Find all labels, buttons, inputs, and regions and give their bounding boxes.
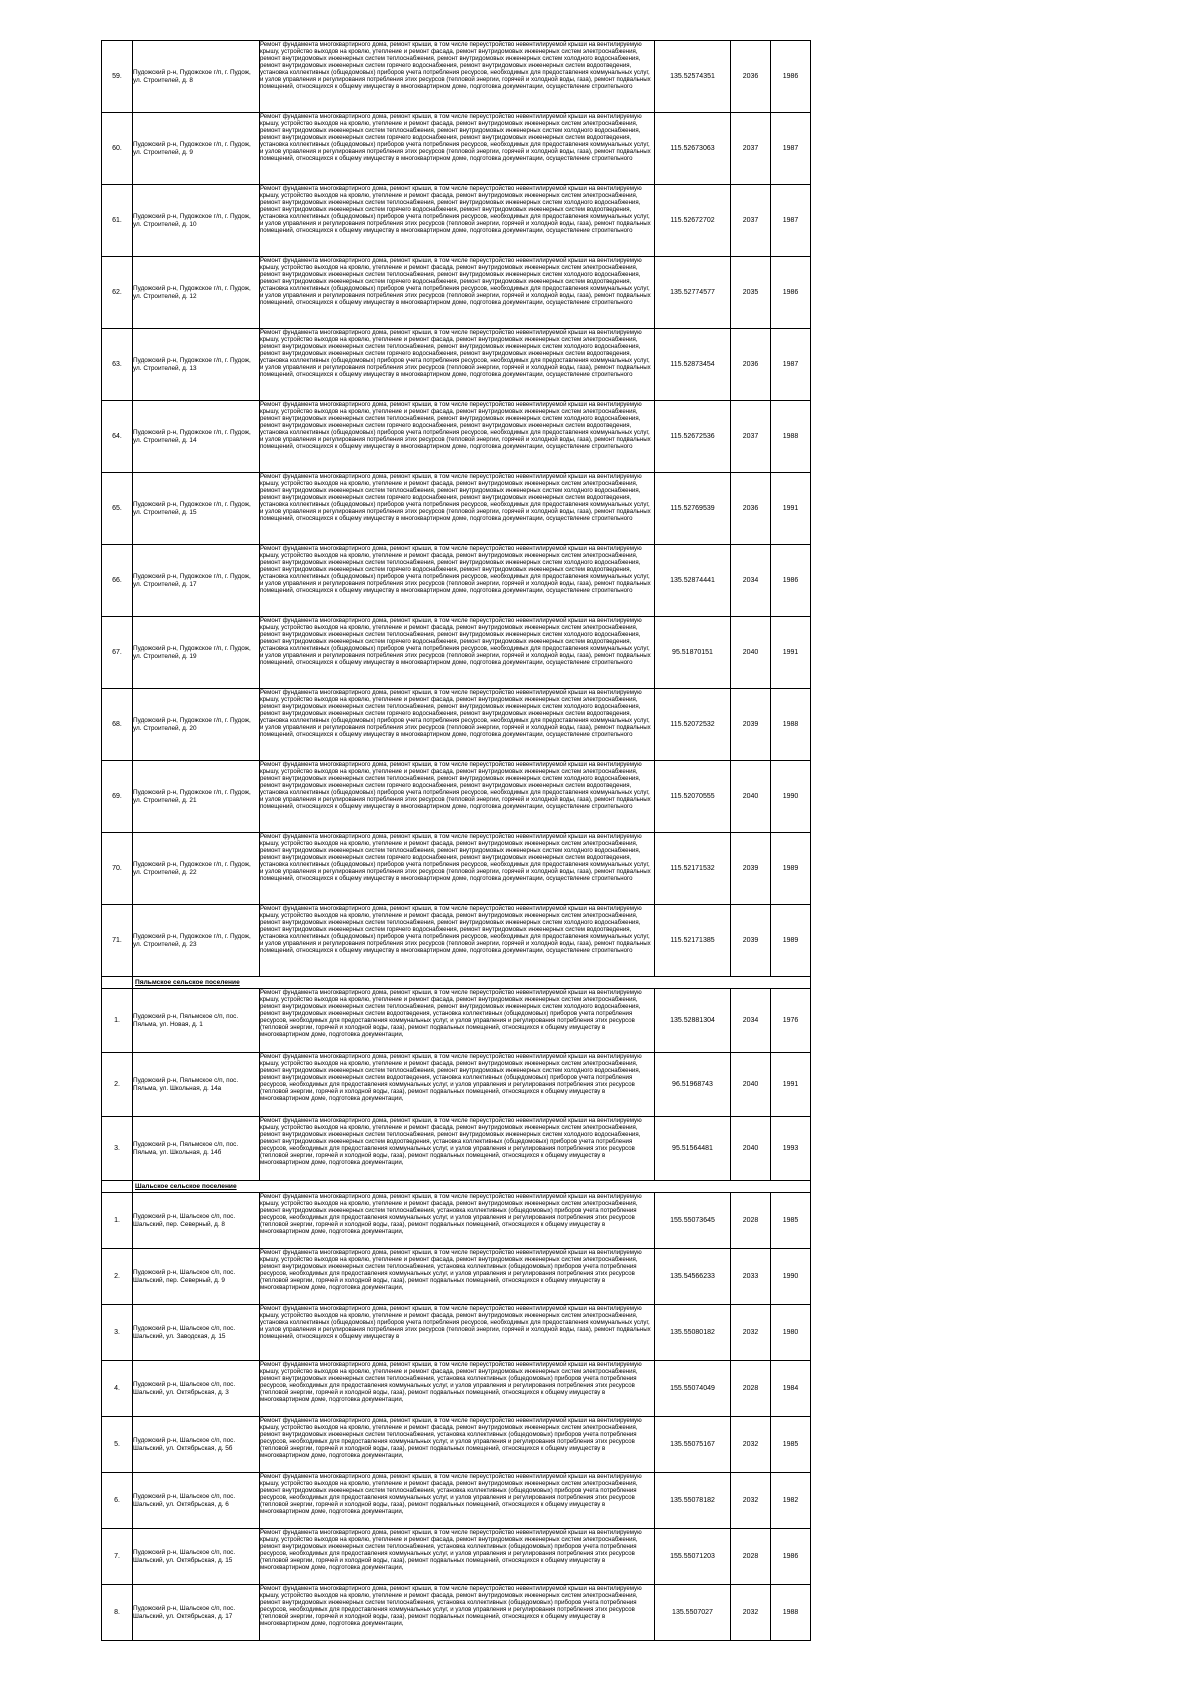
cost-cell: 115.52673063 [655,113,731,185]
row-number: 69. [102,761,133,833]
built-year-cell: 1989 [771,905,811,977]
table-row [102,1249,811,1305]
planned-year-cell: 2040 [731,1053,771,1117]
works-cell [260,1585,655,1641]
row-number: 3. [102,1117,133,1181]
cost-cell: 135.5507027 [655,1585,731,1641]
table-row [102,1193,811,1249]
row-number: 63. [102,329,133,401]
planned-year-cell: 2033 [731,1249,771,1305]
works-text: Ремонт фундамента многоквартирного дома, ремонт крыши, в том числе переустройство невентилируемой крыши на вентилируемую крышу, устройство выходов на кровлю, утепление и ремонт фасада, ремонт внутридомовых инженерных систем электроснабжения, ремонт внутридомовых инженерных систем теплоснабжения, ремонт внутридомовых инженерных систем холодного водоснабжения, ремонт внутридомовых инженерных систем горячего водоснабжения, ремонт внутридомовых инженерных систем водоотведения, установка коллективных (общедомовых) приборов учета потребления ресурсов, необходимых для предоставления коммунальных услуг, и узлов управления и регулирования потребления этих ресурсов (тепловой энергии, горячей и холодной воды, газа), ремонт подвальных помещений, относящихся к общему имуществу в многоквартирном доме, подготовка документации, осуществление строительного [260,905,651,955]
works-text: Ремонт фундамента многоквартирного дома, ремонт крыши, в том числе переустройство невентилируемой крыши на вентилируемую крышу, устройство выходов на кровлю, утепление и ремонт фасада, ремонт внутридомовых инженерных систем электроснабжения, ремонт внутридомовых инженерных систем теплоснабжения, ремонт внутридомовых инженерных систем холодного водоснабжения, ремонт внутридомовых инженерных систем горячего водоснабжения, ремонт внутридомовых инженерных систем водоотведения, установка коллективных (общедомовых) приборов учета потребления ресурсов, необходимых для предоставления коммунальных услуг, и узлов управления и регулирования потребления этих ресурсов (тепловой энергии, горячей и холодной воды, газа), ремонт подвальных помещений, относящихся к общему имуществу в многоквартирном доме, подготовка документации, осуществление строительного [260,185,651,235]
planned-year-cell: 2039 [731,905,771,977]
address-cell: Пудожский р-н, Шальское с/п, пос. Шальский, ул. Октябрьская, д. 3 [133,1361,260,1417]
cost-cell: 96.51968743 [655,1053,731,1117]
address-cell: Пудожский р-н, Пудожское г/п, г. Пудож, ул. Строителей, д. 13 [133,329,260,401]
cost-cell: 155.55071203 [655,1529,731,1585]
row-number: 64. [102,401,133,473]
built-year-cell: 1991 [771,617,811,689]
planned-year-cell: 2028 [731,1529,771,1585]
cost-cell: 135.52874441 [655,545,731,617]
cost-cell: 135.52574351 [655,41,731,113]
works-cell [260,113,655,185]
table-row [102,1417,811,1473]
planned-year-cell: 2035 [731,257,771,329]
built-year-cell: 1986 [771,257,811,329]
table-row [102,833,811,905]
works-cell [260,1417,655,1473]
works-cell [260,689,655,761]
cost-cell: 135.52881304 [655,989,731,1053]
works-text: Ремонт фундамента многоквартирного дома, ремонт крыши, в том числе переустройство невентилируемой крыши на вентилируемую крышу, устройство выходов на кровлю, утепление и ремонт фасада, ремонт внутридомовых инженерных систем электроснабжения, ремонт внутридомовых инженерных систем теплоснабжения, ремонт внутридомовых инженерных систем холодного водоснабжения, ремонт внутридомовых инженерных систем горячего водоснабжения, ремонт внутридомовых инженерных систем водоотведения, установка коллективных (общедомовых) приборов учета потребления ресурсов, необходимых для предоставления коммунальных услуг, и узлов управления и регулирования потребления этих ресурсов (тепловой энергии, горячей и холодной воды, газа), ремонт подвальных помещений, относящихся к общему имуществу в многоквартирном доме, подготовка документации, осуществление строительного [260,545,651,595]
row-number: 5. [102,1417,133,1473]
document-page [101,40,810,1641]
address-cell: Пудожский р-н, Шальское с/п, пос. Шальский, ул. Заводская, д. 15 [133,1305,260,1361]
works-cell [260,1249,655,1305]
section-name: Пяльмское сельское поселение [133,977,811,989]
row-number: 70. [102,833,133,905]
address-cell: Пудожский р-н, Пудожское г/п, г. Пудож, ул. Строителей, д. 17 [133,545,260,617]
table-row [102,41,811,113]
works-text: Ремонт фундамента многоквартирного дома, ремонт крыши, в том числе переустройство невентилируемой крыши на вентилируемую крышу, устройство выходов на кровлю, утепление и ремонт фасада, ремонт внутридомовых инженерных систем электроснабжения, ремонт внутридомовых инженерных систем теплоснабжения, ремонт внутридомовых инженерных систем холодного водоснабжения, ремонт внутридомовых инженерных систем горячего водоснабжения, ремонт внутридомовых инженерных систем водоотведения, установка коллективных (общедомовых) приборов учета потребления ресурсов, необходимых для предоставления коммунальных услуг, и узлов управления и регулирования потребления этих ресурсов (тепловой энергии, горячей и холодной воды, газа), ремонт подвальных помещений, относящихся к общему имуществу в многоквартирном доме, подготовка документации, осуществление строительного [260,113,651,163]
table-row [102,1529,811,1585]
works-cell [260,329,655,401]
row-number: 71. [102,905,133,977]
planned-year-cell: 2028 [731,1361,771,1417]
address-cell: Пудожский р-н, Пудожское г/п, г. Пудож, ул. Строителей, д. 21 [133,761,260,833]
works-text: Ремонт фундамента многоквартирного дома, ремонт крыши, в том числе переустройство невентилируемой крыши на вентилируемую крышу, устройство выходов на кровлю, утепление и ремонт фасада, ремонт внутридомовых инженерных систем электроснабжения, ремонт внутридомовых инженерных систем теплоснабжения, ремонт внутридомовых инженерных систем холодного водоснабжения, ремонт внутридомовых инженерных систем горячего водоснабжения, ремонт внутридомовых инженерных систем водоотведения, установка коллективных (общедомовых) приборов учета потребления ресурсов, необходимых для предоставления коммунальных услуг, и узлов управления и регулирования потребления этих ресурсов (тепловой энергии, горячей и холодной воды, газа), ремонт подвальных помещений, относящихся к общему имуществу в многоквартирном доме, подготовка документации, осуществление строительного [260,473,651,523]
table-row [102,1473,811,1529]
address-cell: Пудожский р-н, Шальское с/п, пос. Шальский, ул. Октябрьская, д. 15 [133,1529,260,1585]
row-number: 59. [102,41,133,113]
row-number: 60. [102,113,133,185]
section-spacer-cell [102,1181,133,1193]
table-row [102,1305,811,1361]
works-text: Ремонт фундамента многоквартирного дома, ремонт крыши, в том числе переустройство невентилируемой крыши на вентилируемую крышу, устройство выходов на кровлю, утепление и ремонт фасада, ремонт внутридомовых инженерных систем электроснабжения, ремонт внутридомовых инженерных систем теплоснабжения, установка коллективных (общедомовых) приборов учета потребления ресурсов, необходимых для предоставления коммунальных услуг, и узлов управления и регулирования потребления этих ресурсов (тепловой энергии, горячей и холодной воды, газа), ремонт подвальных помещений, относящихся к общему имуществу в многоквартирном доме, подготовка документации, [260,1529,642,1572]
built-year-cell: 1986 [771,41,811,113]
row-number: 66. [102,545,133,617]
capital-repair-table [101,40,811,1641]
built-year-cell: 1989 [771,833,811,905]
planned-year-cell: 2036 [731,329,771,401]
address-cell: Пудожский р-н, Пудожское г/п, г. Пудож, ул. Строителей, д. 23 [133,905,260,977]
table-row [102,185,811,257]
works-text: Ремонт фундамента многоквартирного дома, ремонт крыши, в том числе переустройство невентилируемой крыши на вентилируемую крышу, устройство выходов на кровлю, утепление и ремонт фасада, ремонт внутридомовых инженерных систем электроснабжения, ремонт внутридомовых инженерных систем теплоснабжения, установка коллективных (общедомовых) приборов учета потребления ресурсов, необходимых для предоставления коммунальных услуг, и узлов управления и регулирования потребления этих ресурсов (тепловой энергии, горячей и холодной воды, газа), ремонт подвальных помещений, относящихся к общему имуществу в многоквартирном доме, подготовка документации, [260,1473,642,1516]
planned-year-cell: 2037 [731,185,771,257]
planned-year-cell: 2040 [731,1117,771,1181]
address-cell: Пудожский р-н, Пудожское г/п, г. Пудож, ул. Строителей, д. 10 [133,185,260,257]
address-cell: Пудожский р-н, Пудожское г/п, г. Пудож, ул. Строителей, д. 19 [133,617,260,689]
works-cell [260,473,655,545]
cost-cell: 115.52873454 [655,329,731,401]
planned-year-cell: 2032 [731,1585,771,1641]
planned-year-cell: 2036 [731,41,771,113]
address-cell: Пудожский р-н, Пудожское г/п, г. Пудож, ул. Строителей, д. 22 [133,833,260,905]
cost-cell: 115.52171385 [655,905,731,977]
cost-cell: 115.52070555 [655,761,731,833]
works-text: Ремонт фундамента многоквартирного дома, ремонт крыши, в том числе переустройство невентилируемой крыши на вентилируемую крышу, устройство выходов на кровлю, утепление и ремонт фасада, ремонт внутридомовых инженерных систем электроснабжения, ремонт внутридомовых инженерных систем теплоснабжения, ремонт внутридомовых инженерных систем холодного водоснабжения, ремонт внутридомовых инженерных систем горячего водоснабжения, ремонт внутридомовых инженерных систем водоотведения, установка коллективных (общедомовых) приборов учета потребления ресурсов, необходимых для предоставления коммунальных услуг, и узлов управления и регулирования потребления этих ресурсов (тепловой энергии, горячей и холодной воды, газа), ремонт подвальных помещений, относящихся к общему имуществу в многоквартирном доме, подготовка документации, осуществление строительного [260,617,651,667]
table-row [102,989,811,1053]
address-cell: Пудожский р-н, Шальское с/п, пос. Шальский, пер. Северный, д. 9 [133,1249,260,1305]
section-header-row [102,977,811,989]
planned-year-cell: 2037 [731,113,771,185]
planned-year-cell: 2040 [731,761,771,833]
address-cell: Пудожский р-н, Пяльмское с/п, пос. Пяльма, ул. Школьная, д. 14а [133,1053,260,1117]
table-row [102,905,811,977]
row-number: 3. [102,1305,133,1361]
row-number: 4. [102,1361,133,1417]
works-cell [260,989,655,1053]
planned-year-cell: 2028 [731,1193,771,1249]
cost-cell: 115.52769539 [655,473,731,545]
address-cell: Пудожский р-н, Шальское с/п, пос. Шальский, пер. Северный, д. 8 [133,1193,260,1249]
works-text: Ремонт фундамента многоквартирного дома, ремонт крыши, в том числе переустройство невентилируемой крыши на вентилируемую крышу, устройство выходов на кровлю, утепление и ремонт фасада, ремонт внутридомовых инженерных систем электроснабжения, установка коллективных (общедомовых) приборов учета потребления ресурсов, необходимых для предоставления коммунальных услуг, и узлов управления и регулирования потребления этих ресурсов (тепловой энергии, горячей и холодной воды, газа), ремонт подвальных помещений, относящихся к общему имуществу в [260,1305,651,1341]
table-row [102,473,811,545]
works-cell [260,617,655,689]
built-year-cell: 1988 [771,1585,811,1641]
built-year-cell: 1988 [771,689,811,761]
cost-cell: 115.52171532 [655,833,731,905]
cost-cell: 135.54566233 [655,1249,731,1305]
address-cell: Пудожский р-н, Пудожское г/п, г. Пудож, ул. Строителей, д. 14 [133,401,260,473]
cost-cell: 135.55075167 [655,1417,731,1473]
built-year-cell: 1990 [771,1249,811,1305]
built-year-cell: 1987 [771,185,811,257]
address-cell: Пудожский р-н, Шальское с/п, пос. Шальский, ул. Октябрьская, д. 5б [133,1417,260,1473]
built-year-cell: 1991 [771,473,811,545]
works-cell [260,1529,655,1585]
planned-year-cell: 2039 [731,833,771,905]
built-year-cell: 1980 [771,1305,811,1361]
works-cell [260,833,655,905]
works-text: Ремонт фундамента многоквартирного дома, ремонт крыши, в том числе переустройство невентилируемой крыши на вентилируемую крышу, устройство выходов на кровлю, утепление и ремонт фасада, ремонт внутридомовых инженерных систем электроснабжения, ремонт внутридомовых инженерных систем теплоснабжения, установка коллективных (общедомовых) приборов учета потребления ресурсов, необходимых для предоставления коммунальных услуг, и узлов управления и регулирования потребления этих ресурсов (тепловой энергии, горячей и холодной воды, газа), ремонт подвальных помещений, относящихся к общему имуществу в многоквартирном доме, подготовка документации, [260,1249,642,1292]
works-cell [260,1053,655,1117]
row-number: 2. [102,1053,133,1117]
table-row [102,761,811,833]
works-cell [260,905,655,977]
address-cell: Пудожский р-н, Пудожское г/п, г. Пудож, ул. Строителей, д. 15 [133,473,260,545]
section-name: Шальское сельское поселение [133,1181,811,1193]
works-text: Ремонт фундамента многоквартирного дома, ремонт крыши, в том числе переустройство невентилируемой крыши на вентилируемую крышу, устройство выходов на кровлю, утепление и ремонт фасада, ремонт внутридомовых инженерных систем электроснабжения, ремонт внутридомовых инженерных систем теплоснабжения, установка коллективных (общедомовых) приборов учета потребления ресурсов, необходимых для предоставления коммунальных услуг, и узлов управления и регулирования потребления этих ресурсов (тепловой энергии, горячей и холодной воды, газа), ремонт подвальных помещений, относящихся к общему имуществу в многоквартирном доме, подготовка документации, [260,1417,642,1460]
row-number: 2. [102,1249,133,1305]
works-text: Ремонт фундамента многоквартирного дома, ремонт крыши, в том числе переустройство невентилируемой крыши на вентилируемую крышу, устройство выходов на кровлю, утепление и ремонт фасада, ремонт внутридомовых инженерных систем электроснабжения, ремонт внутридомовых инженерных систем теплоснабжения, ремонт внутридомовых инженерных систем холодного водоснабжения, ремонт внутридомовых инженерных систем горячего водоснабжения, ремонт внутридомовых инженерных систем водоотведения, установка коллективных (общедомовых) приборов учета потребления ресурсов, необходимых для предоставления коммунальных услуг, и узлов управления и регулирования потребления этих ресурсов (тепловой энергии, горячей и холодной воды, газа), ремонт подвальных помещений, относящихся к общему имуществу в многоквартирном доме, подготовка документации, осуществление строительного [260,41,651,91]
table-body [102,41,811,1641]
works-cell [260,761,655,833]
section-header-row [102,1181,811,1193]
works-cell [260,1117,655,1181]
table-row [102,689,811,761]
works-text: Ремонт фундамента многоквартирного дома, ремонт крыши, в том числе переустройство невентилируемой крыши на вентилируемую крышу, устройство выходов на кровлю, утепление и ремонт фасада, ремонт внутридомовых инженерных систем электроснабжения, ремонт внутридомовых инженерных систем теплоснабжения, ремонт внутридомовых инженерных систем холодного водоснабжения, ремонт внутридомовых инженерных систем горячего водоснабжения, ремонт внутридомовых инженерных систем водоотведения, установка коллективных (общедомовых) приборов учета потребления ресурсов, необходимых для предоставления коммунальных услуг, и узлов управления и регулирования потребления этих ресурсов (тепловой энергии, горячей и холодной воды, газа), ремонт подвальных помещений, относящихся к общему имуществу в многоквартирном доме, подготовка документации, осуществление строительного [260,833,651,883]
works-cell [260,1473,655,1529]
cost-cell: 155.55073645 [655,1193,731,1249]
address-cell: Пудожский р-н, Пяльмское с/п, пос. Пяльма, ул. Новая, д. 1 [133,989,260,1053]
row-number: 1. [102,989,133,1053]
table-row [102,1117,811,1181]
row-number: 61. [102,185,133,257]
row-number: 6. [102,1473,133,1529]
works-text: Ремонт фундамента многоквартирного дома, ремонт крыши, в том числе переустройство невентилируемой крыши на вентилируемую крышу, устройство выходов на кровлю, утепление и ремонт фасада, ремонт внутридомовых инженерных систем электроснабжения, ремонт внутридомовых инженерных систем теплоснабжения, ремонт внутридомовых инженерных систем холодного водоснабжения, ремонт внутридомовых инженерных систем горячего водоснабжения, ремонт внутридомовых инженерных систем водоотведения, установка коллективных (общедомовых) приборов учета потребления ресурсов, необходимых для предоставления коммунальных услуг, и узлов управления и регулирования потребления этих ресурсов (тепловой энергии, горячей и холодной воды, газа), ремонт подвальных помещений, относящихся к общему имуществу в многоквартирном доме, подготовка документации, осуществление строительного [260,401,651,451]
planned-year-cell: 2032 [731,1473,771,1529]
works-text: Ремонт фундамента многоквартирного дома, ремонт крыши, в том числе переустройство невентилируемой крыши на вентилируемую крышу, устройство выходов на кровлю, утепление и ремонт фасада, ремонт внутридомовых инженерных систем электроснабжения, ремонт внутридомовых инженерных систем теплоснабжения, ремонт внутридомовых инженерных систем холодного водоснабжения, ремонт внутридомовых инженерных систем горячего водоснабжения, ремонт внутридомовых инженерных систем водоотведения, установка коллективных (общедомовых) приборов учета потребления ресурсов, необходимых для предоставления коммунальных услуг, и узлов управления и регулирования потребления этих ресурсов (тепловой энергии, горячей и холодной воды, газа), ремонт подвальных помещений, относящихся к общему имуществу в многоквартирном доме, подготовка документации, осуществление строительного [260,761,651,811]
planned-year-cell: 2036 [731,473,771,545]
built-year-cell: 1986 [771,1529,811,1585]
address-cell: Пудожский р-н, Пяльмское с/п, пос. Пяльма, ул. Школьная, д. 14б [133,1117,260,1181]
built-year-cell: 1985 [771,1193,811,1249]
built-year-cell: 1986 [771,545,811,617]
built-year-cell: 1982 [771,1473,811,1529]
cost-cell: 115.52672536 [655,401,731,473]
works-cell [260,1361,655,1417]
planned-year-cell: 2040 [731,617,771,689]
address-cell: Пудожский р-н, Пудожское г/п, г. Пудож, ул. Строителей, д. 12 [133,257,260,329]
built-year-cell: 1988 [771,401,811,473]
works-text: Ремонт фундамента многоквартирного дома, ремонт крыши, в том числе переустройство невентилируемой крыши на вентилируемую крышу, устройство выходов на кровлю, утепление и ремонт фасада, ремонт внутридомовых инженерных систем электроснабжения, ремонт внутридомовых инженерных систем теплоснабжения, установка коллективных (общедомовых) приборов учета потребления ресурсов, необходимых для предоставления коммунальных услуг, и узлов управления и регулирования потребления этих ресурсов (тепловой энергии, горячей и холодной воды, газа), ремонт подвальных помещений, относящихся к общему имуществу в многоквартирном доме, подготовка документации, [260,1585,642,1628]
works-cell [260,185,655,257]
cost-cell: 95.51870151 [655,617,731,689]
table-row [102,401,811,473]
works-text: Ремонт фундамента многоквартирного дома, ремонт крыши, в том числе переустройство невентилируемой крыши на вентилируемую крышу, устройство выходов на кровлю, утепление и ремонт фасада, ремонт внутридомовых инженерных систем электроснабжения, ремонт внутридомовых инженерных систем теплоснабжения, ремонт внутридомовых инженерных систем холодного водоснабжения, ремонт внутридомовых инженерных систем горячего водоснабжения, ремонт внутридомовых инженерных систем водоотведения, установка коллективных (общедомовых) приборов учета потребления ресурсов, необходимых для предоставления коммунальных услуг, и узлов управления и регулирования потребления этих ресурсов (тепловой энергии, горячей и холодной воды, газа), ремонт подвальных помещений, относящихся к общему имуществу в многоквартирном доме, подготовка документации, осуществление строительного [260,329,651,379]
row-number: 1. [102,1193,133,1249]
works-cell [260,257,655,329]
row-number: 67. [102,617,133,689]
works-text: Ремонт фундамента многоквартирного дома, ремонт крыши, в том числе переустройство невентилируемой крыши на вентилируемую крышу, устройство выходов на кровлю, утепление и ремонт фасада, ремонт внутридомовых инженерных систем электроснабжения, ремонт внутридомовых инженерных систем теплоснабжения, ремонт внутридомовых инженерных систем холодного водоснабжения, ремонт внутридомовых инженерных систем горячего водоснабжения, ремонт внутридомовых инженерных систем водоотведения, установка коллективных (общедомовых) приборов учета потребления ресурсов, необходимых для предоставления коммунальных услуг, и узлов управления и регулирования потребления этих ресурсов (тепловой энергии, горячей и холодной воды, газа), ремонт подвальных помещений, относящихся к общему имуществу в многоквартирном доме, подготовка документации, осуществление строительного [260,257,651,307]
built-year-cell: 1976 [771,989,811,1053]
cost-cell: 135.55080182 [655,1305,731,1361]
planned-year-cell: 2032 [731,1417,771,1473]
works-text: Ремонт фундамента многоквартирного дома, ремонт крыши, в том числе переустройство невентилируемой крыши на вентилируемую крышу, устройство выходов на кровлю, утепление и ремонт фасада, ремонт внутридомовых инженерных систем электроснабжения, ремонт внутридомовых инженерных систем теплоснабжения, ремонт внутридомовых инженерных систем холодного водоснабжения, ремонт внутридомовых инженерных систем водоотведения, установка коллективных (общедомовых) приборов учета потребления ресурсов, необходимых для предоставления коммунальных услуг, и узлов управления и регулирования потребления этих ресурсов (тепловой энергии, горячей и холодной воды, газа), ремонт подвальных помещений, относящихся к общему имуществу в многоквартирном доме, подготовка документации, [260,1053,642,1103]
built-year-cell: 1990 [771,761,811,833]
address-cell: Пудожский р-н, Пудожское г/п, г. Пудож, ул. Строителей, д. 9 [133,113,260,185]
works-cell [260,1193,655,1249]
built-year-cell: 1985 [771,1417,811,1473]
table-row [102,617,811,689]
cost-cell: 115.52072532 [655,689,731,761]
works-text: Ремонт фундамента многоквартирного дома, ремонт крыши, в том числе переустройство невентилируемой крыши на вентилируемую крышу, устройство выходов на кровлю, утепление и ремонт фасада, ремонт внутридомовых инженерных систем электроснабжения, ремонт внутридомовых инженерных систем теплоснабжения, установка коллективных (общедомовых) приборов учета потребления ресурсов, необходимых для предоставления коммунальных услуг, и узлов управления и регулирования потребления этих ресурсов (тепловой энергии, горячей и холодной воды, газа), ремонт подвальных помещений, относящихся к общему имуществу в многоквартирном доме, подготовка документации, [260,1193,642,1236]
table-row [102,545,811,617]
works-text: Ремонт фундамента многоквартирного дома, ремонт крыши, в том числе переустройство невентилируемой крыши на вентилируемую крышу, устройство выходов на кровлю, утепление и ремонт фасада, ремонт внутридомовых инженерных систем электроснабжения, ремонт внутридомовых инженерных систем теплоснабжения, ремонт внутридомовых инженерных систем холодного водоснабжения, ремонт внутридомовых инженерных систем водоотведения, установка коллективных (общедомовых) приборов учета потребления ресурсов, необходимых для предоставления коммунальных услуг, и узлов управления и регулирования потребления этих ресурсов (тепловой энергии, горячей и холодной воды, газа), ремонт подвальных помещений, относящихся к общему имуществу в многоквартирном доме, подготовка документации, [260,1117,642,1167]
table-row [102,113,811,185]
planned-year-cell: 2037 [731,401,771,473]
row-number: 8. [102,1585,133,1641]
table-row [102,1361,811,1417]
address-cell: Пудожский р-н, Шальское с/п, пос. Шальский, ул. Октябрьская, д. 6 [133,1473,260,1529]
cost-cell: 135.52774577 [655,257,731,329]
planned-year-cell: 2034 [731,545,771,617]
planned-year-cell: 2032 [731,1305,771,1361]
works-cell [260,1305,655,1361]
works-cell [260,545,655,617]
planned-year-cell: 2039 [731,689,771,761]
cost-cell: 115.52672702 [655,185,731,257]
works-cell [260,41,655,113]
table-row [102,1585,811,1641]
cost-cell: 95.51564481 [655,1117,731,1181]
table-row [102,329,811,401]
built-year-cell: 1991 [771,1053,811,1117]
built-year-cell: 1993 [771,1117,811,1181]
address-cell: Пудожский р-н, Шальское с/п, пос. Шальский, ул. Октябрьская, д. 17 [133,1585,260,1641]
works-text: Ремонт фундамента многоквартирного дома, ремонт крыши, в том числе переустройство невентилируемой крыши на вентилируемую крышу, устройство выходов на кровлю, утепление и ремонт фасада, ремонт внутридомовых инженерных систем электроснабжения, ремонт внутридомовых инженерных систем теплоснабжения, установка коллективных (общедомовых) приборов учета потребления ресурсов, необходимых для предоставления коммунальных услуг, и узлов управления и регулирования потребления этих ресурсов (тепловой энергии, горячей и холодной воды, газа), ремонт подвальных помещений, относящихся к общему имуществу в многоквартирном доме, подготовка документации, [260,1361,642,1404]
built-year-cell: 1984 [771,1361,811,1417]
address-cell: Пудожский р-н, Пудожское г/п, г. Пудож, ул. Строителей, д. 20 [133,689,260,761]
table-row [102,257,811,329]
built-year-cell: 1987 [771,329,811,401]
cost-cell: 135.55078182 [655,1473,731,1529]
section-spacer-cell [102,977,133,989]
built-year-cell: 1987 [771,113,811,185]
row-number: 68. [102,689,133,761]
works-text: Ремонт фундамента многоквартирного дома, ремонт крыши, в том числе переустройство невентилируемой крыши на вентилируемую крышу, устройство выходов на кровлю, утепление и ремонт фасада, ремонт внутридомовых инженерных систем электроснабжения, ремонт внутридомовых инженерных систем теплоснабжения, ремонт внутридомовых инженерных систем холодного водоснабжения, ремонт внутридомовых инженерных систем водоотведения, установка коллективных (общедомовых) приборов учета потребления ресурсов, необходимых для предоставления коммунальных услуг, и узлов управления и регулирования потребления этих ресурсов (тепловой энергии, горячей и холодной воды, газа), ремонт подвальных помещений, относящихся к общему имуществу в многоквартирном доме, подготовка документации, [260,989,642,1039]
row-number: 62. [102,257,133,329]
works-text: Ремонт фундамента многоквартирного дома, ремонт крыши, в том числе переустройство невентилируемой крыши на вентилируемую крышу, устройство выходов на кровлю, утепление и ремонт фасада, ремонт внутридомовых инженерных систем электроснабжения, ремонт внутридомовых инженерных систем теплоснабжения, ремонт внутридомовых инженерных систем холодного водоснабжения, ремонт внутридомовых инженерных систем горячего водоснабжения, ремонт внутридомовых инженерных систем водоотведения, установка коллективных (общедомовых) приборов учета потребления ресурсов, необходимых для предоставления коммунальных услуг, и узлов управления и регулирования потребления этих ресурсов (тепловой энергии, горячей и холодной воды, газа), ремонт подвальных помещений, относящихся к общему имуществу в многоквартирном доме, подготовка документации, осуществление строительного [260,689,651,739]
table-row [102,1053,811,1117]
row-number: 65. [102,473,133,545]
planned-year-cell: 2034 [731,989,771,1053]
row-number: 7. [102,1529,133,1585]
works-cell [260,401,655,473]
address-cell: Пудожский р-н, Пудожское г/п, г. Пудож, ул. Строителей, д. 8 [133,41,260,113]
cost-cell: 155.55074049 [655,1361,731,1417]
